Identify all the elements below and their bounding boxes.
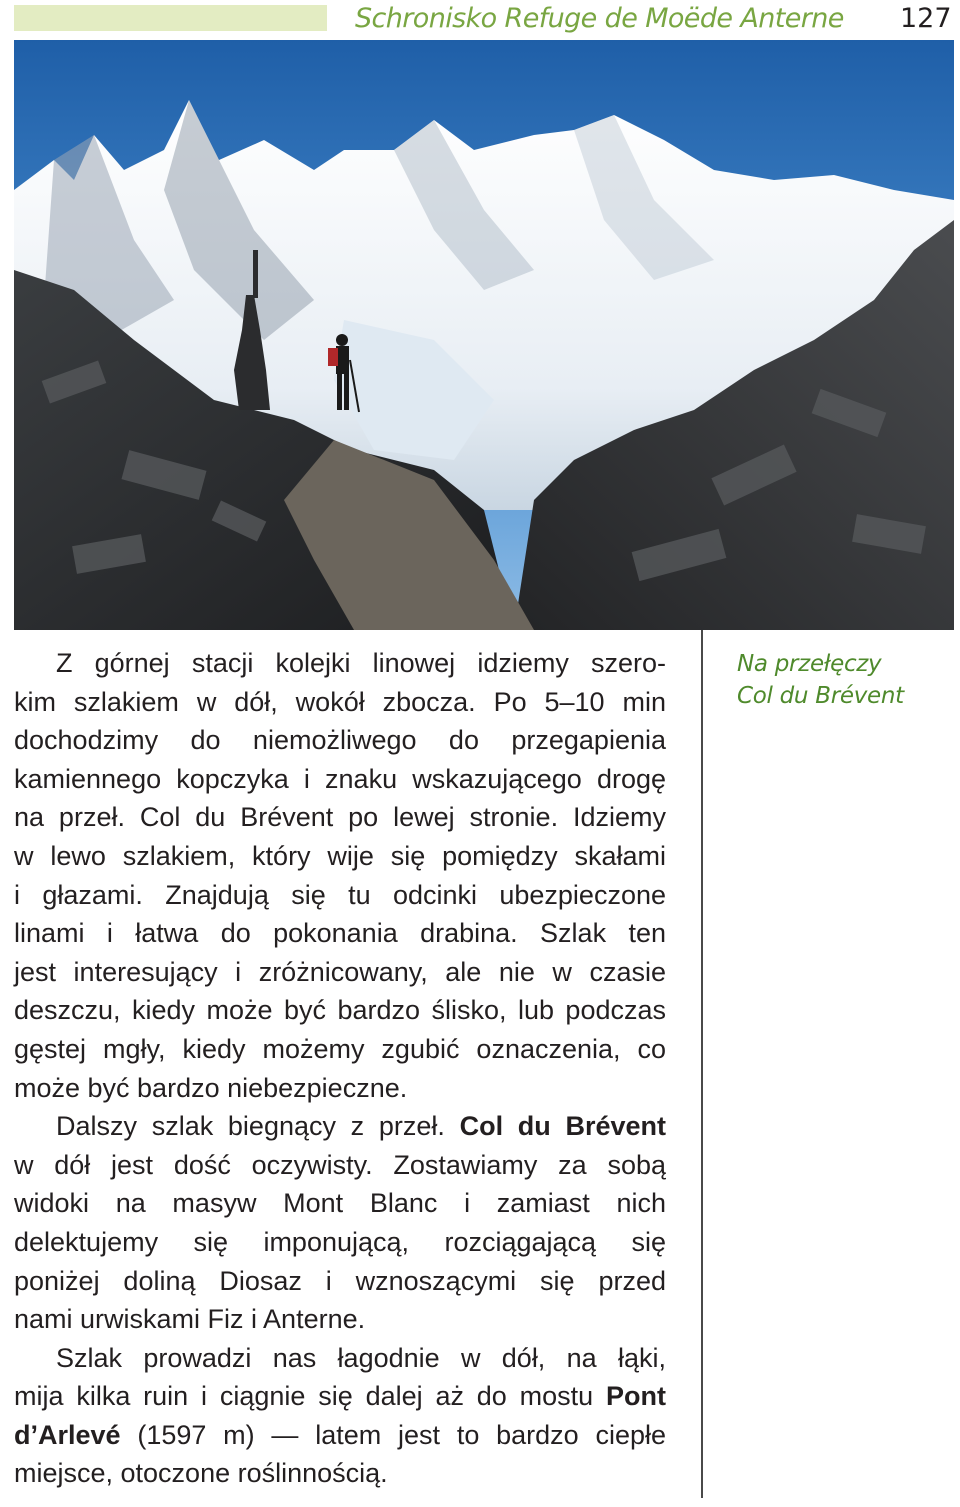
text-line: i głazami. Znajdują się tu odcinki ubezpieczone bbox=[14, 879, 666, 910]
text-line: może być bardzo niebezpieczne. bbox=[14, 1072, 408, 1103]
text-line: deszczu, kiedy może być bardzo ślisko, lub podczas bbox=[14, 995, 666, 1026]
text-line: w lewo szlakiem, który wije się pomiędzy skałami bbox=[14, 840, 666, 871]
text-line: kim szlakiem w dół, wokół zbocza. Po 5–10 min bbox=[14, 686, 666, 717]
text-line: Szlak prowadzi nas łagodnie w dół, na łąki, bbox=[56, 1342, 666, 1373]
text-line: linami i łatwa do pokonania drabina. Szlak ten bbox=[14, 918, 666, 949]
header-color-bar bbox=[14, 5, 327, 31]
caption-line-2: Col du Brévent bbox=[737, 683, 904, 709]
text-line: dochodzimy do niemożliwego do przegapienia bbox=[14, 725, 666, 756]
text-line: miejsce, otoczone roślinnością. bbox=[14, 1458, 388, 1489]
paragraph-3 bbox=[14, 1339, 666, 1493]
text-line: kamiennego kopczyka i znaku wskazującego drogę bbox=[14, 763, 666, 794]
mountain-photo bbox=[14, 40, 954, 630]
place-name-col-du-brevent: Col du Brévent bbox=[459, 1111, 666, 1142]
mountain-photo-icon bbox=[14, 40, 954, 630]
text-line bbox=[14, 1107, 666, 1146]
text-line: nami urwiskami Fiz i Anterne. bbox=[14, 1304, 366, 1335]
text-line: jest interesujący i zróżnicowany, ale nie w czasie bbox=[14, 956, 666, 987]
page-number: 127 bbox=[900, 3, 952, 34]
text-run: Dalszy szlak biegnący z przeł. bbox=[56, 1111, 460, 1142]
text-run: (1597 m) — latem jest to bardzo ciepłe bbox=[120, 1419, 666, 1450]
text-line: gęstej mgły, kiedy możemy zgubić oznaczenia, co bbox=[14, 1033, 666, 1064]
text-line: w dół jest dość oczywisty. Zostawiamy za sobą bbox=[14, 1149, 666, 1180]
place-name-pont: Pont bbox=[606, 1381, 666, 1412]
text-line: Z górnej stacji kolejki linowej idziemy szero- bbox=[56, 648, 666, 678]
text-line: widoki na masyw Mont Blanc i zamiast nich bbox=[14, 1188, 666, 1219]
place-name-arleve: d’Arlevé bbox=[14, 1419, 121, 1450]
text-line: poniżej doliną Diosaz i wznoszącymi się przed bbox=[14, 1265, 666, 1296]
paragraph-1 bbox=[14, 644, 666, 1107]
text-run: mija kilka ruin i ciągnie się dalej aż do mostu bbox=[14, 1381, 606, 1412]
text-line bbox=[14, 1416, 666, 1455]
body-text bbox=[14, 644, 666, 1493]
text-line bbox=[14, 1377, 666, 1416]
caption-line-1: Na przełęczy bbox=[737, 651, 882, 677]
photo-caption bbox=[737, 648, 952, 712]
running-head-title: Schronisko Refuge de Moëde Anterne bbox=[355, 3, 844, 34]
text-line: delektujemy się imponującą, rozciągającą się bbox=[14, 1226, 666, 1257]
column-divider bbox=[701, 630, 703, 1498]
paragraph-2 bbox=[14, 1107, 666, 1339]
text-line: na przeł. Col du Brévent po lewej stronie. Idziemy bbox=[14, 802, 666, 833]
